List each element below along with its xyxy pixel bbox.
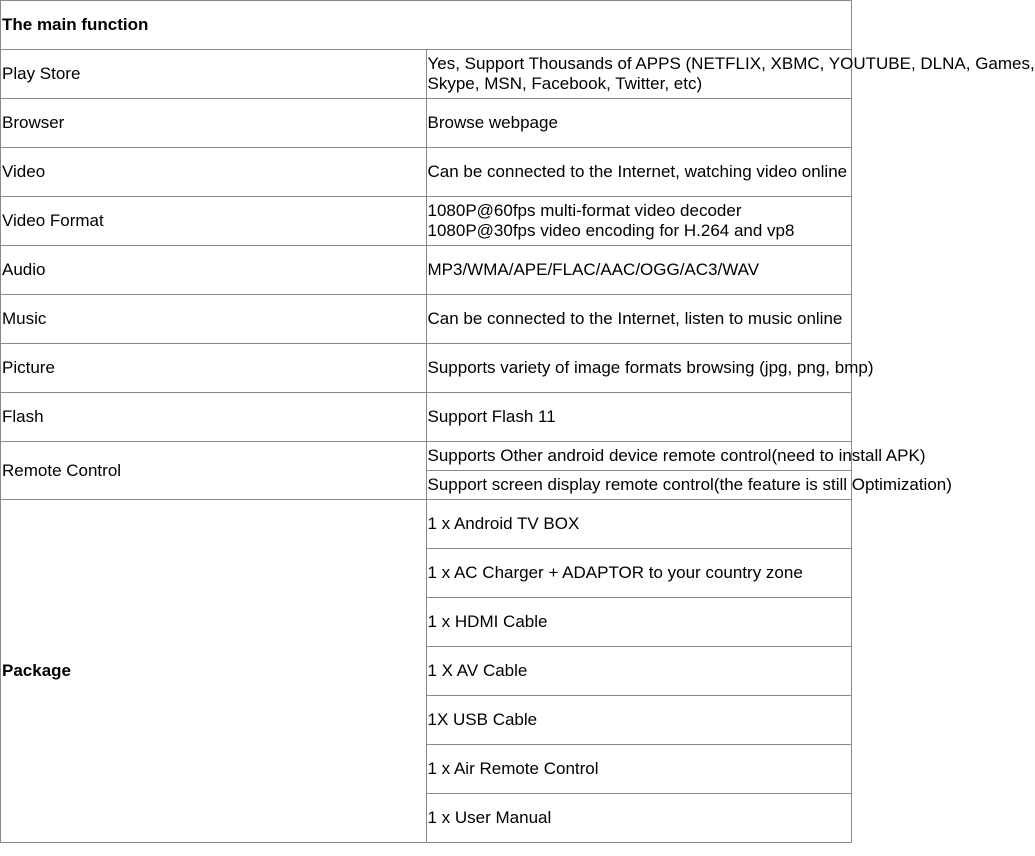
row-label: Video (1, 148, 427, 197)
table-header: The main function (1, 1, 852, 50)
package-item: 1 x AC Charger + ADAPTOR to your country zone (426, 549, 852, 598)
value-line: 1080P@30fps video encoding for H.264 and vp8 (427, 221, 795, 240)
remote-control-item: Support screen display remote control(the feature is still Optimization) (426, 471, 852, 500)
row-label: Picture (1, 344, 427, 393)
package-item: 1X USB Cable (426, 696, 852, 745)
row-label: Video Format (1, 197, 427, 246)
row-label: Flash (1, 393, 427, 442)
package-item: 1 x HDMI Cable (426, 598, 852, 647)
row-value: Supports variety of image formats browsing (jpg, png, bmp) (426, 344, 852, 393)
row-value: MP3/WMA/APE/FLAC/AAC/OGG/AC3/WAV (426, 246, 852, 295)
package-item: 1 x User Manual (426, 794, 852, 843)
row-value (426, 50, 1035, 99)
table-row (1, 442, 852, 471)
table-row (1, 344, 852, 393)
row-value: Can be connected to the Internet, listen to music online (426, 295, 852, 344)
table-row (1, 197, 852, 246)
row-label: Music (1, 295, 427, 344)
value-line: Skype, MSN, Facebook, Twitter, etc) (427, 74, 703, 93)
table-row (1, 148, 852, 197)
table-row (1, 295, 852, 344)
table-row (1, 50, 852, 99)
package-item: 1 x Android TV BOX (426, 500, 852, 549)
package-item: 1 x Air Remote Control (426, 745, 852, 794)
remote-control-item: Supports Other android device remote control(need to install APK) (426, 442, 852, 471)
row-value: Support Flash 11 (426, 393, 852, 442)
row-label: Browser (1, 99, 427, 148)
row-value: Can be connected to the Internet, watching video online (426, 148, 852, 197)
row-value (426, 197, 852, 246)
table-row (1, 500, 852, 549)
table-row (1, 246, 852, 295)
package-item: 1 X AV Cable (426, 647, 852, 696)
row-label: Audio (1, 246, 427, 295)
table-row (1, 99, 852, 148)
remote-control-label: Remote Control (1, 442, 427, 500)
value-line: 1080P@60fps multi-format video decoder (427, 201, 742, 220)
table-row (1, 393, 852, 442)
row-value: Browse webpage (426, 99, 852, 148)
package-label: Package (1, 500, 427, 843)
row-label: Play Store (1, 50, 427, 99)
value-line: Yes, Support Thousands of APPS (NETFLIX, XBMC, YOUTUBE, DLNA, Games, (427, 54, 1035, 73)
table-header-row (1, 1, 852, 50)
